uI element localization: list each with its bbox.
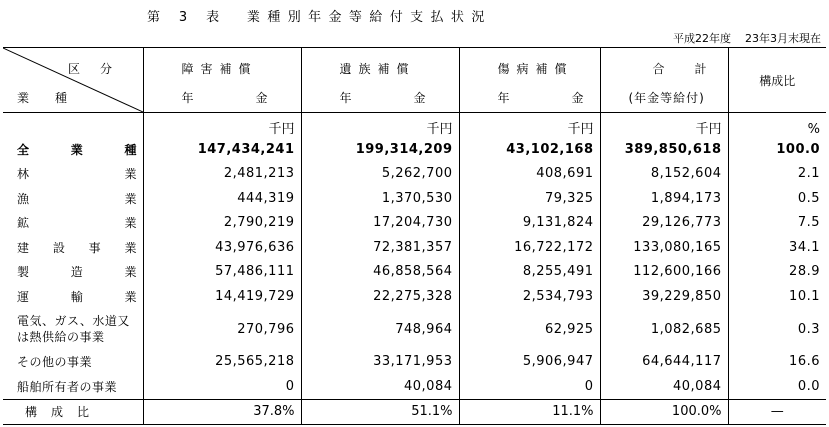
industry-char: 輸: [70, 289, 84, 304]
industry-label-text: [17, 190, 137, 207]
industry-label: [3, 137, 143, 162]
unit-row: [3, 113, 826, 138]
industry-label-text: [17, 165, 137, 182]
value-cell: 100.0: [728, 137, 826, 162]
table-row: [3, 350, 826, 375]
benefit-payment-table: [3, 47, 826, 425]
industry-label: 電気、ガス、水道又は熱供給の事業: [17, 314, 130, 344]
value-cell: 2,481,213: [143, 162, 301, 187]
value-cell: 389,850,618: [600, 137, 728, 162]
table-row: [3, 235, 826, 260]
value-cell: 133,080,165: [600, 235, 728, 260]
table-row: [3, 162, 826, 187]
col-header-survivor: 遺族補償 年 金: [301, 48, 459, 113]
industry-label-text: [17, 288, 137, 305]
industry-label-text: [17, 214, 137, 231]
industry-char: 種: [124, 142, 137, 157]
footer-cell: 37.8%: [143, 399, 301, 424]
table-row: [3, 260, 826, 285]
table-row: [3, 186, 826, 211]
value-cell: 40,084: [301, 374, 459, 399]
value-cell: 25,565,218: [143, 350, 301, 375]
industry-label-text: [17, 263, 137, 280]
value-cell: 22,275,328: [301, 284, 459, 309]
table-row: [3, 211, 826, 236]
industry-label: [3, 235, 143, 260]
value-cell: 1,370,530: [301, 186, 459, 211]
table-title: 第 3 表 業種別年金等給付支払状況: [147, 10, 492, 25]
value-cell: 444,319: [143, 186, 301, 211]
value-cell: 9,131,824: [459, 211, 600, 236]
value-cell: 62,925: [459, 309, 600, 350]
unit-cell: 千円: [143, 113, 301, 138]
industry-char: 業: [70, 142, 84, 157]
industry-label: 船舶所有者の事業: [17, 379, 118, 394]
gyoshu-label: 業種: [17, 91, 94, 105]
value-cell: 14,419,729: [143, 284, 301, 309]
value-cell: 46,858,564: [301, 260, 459, 285]
unit-cell: 千円: [301, 113, 459, 138]
value-cell: 43,976,636: [143, 235, 301, 260]
value-cell: 8,152,604: [600, 162, 728, 187]
value-cell: 29,126,773: [600, 211, 728, 236]
value-cell: 408,691: [459, 162, 600, 187]
value-cell: 0.0: [728, 374, 826, 399]
industry-char: 林: [17, 167, 30, 182]
industry-char: 建: [17, 240, 30, 255]
value-cell: 79,325: [459, 186, 600, 211]
table-row: [3, 284, 826, 309]
industry-char: 鉱: [17, 216, 30, 231]
industry-char: 業: [124, 167, 137, 182]
data-rows: [3, 137, 826, 399]
fiscal-year: 平成22年度: [673, 32, 731, 45]
value-cell: 112,600,166: [600, 260, 728, 285]
footer-cell: 100.0%: [600, 399, 728, 424]
unit-cell: 千円: [459, 113, 600, 138]
industry-char: 漁: [17, 191, 30, 206]
value-cell: 0: [459, 374, 600, 399]
value-cell: 17,204,730: [301, 211, 459, 236]
value-cell: 748,964: [301, 309, 459, 350]
industry-label: その他の事業: [17, 355, 93, 370]
value-cell: 72,381,357: [301, 235, 459, 260]
value-cell: 2,790,219: [143, 211, 301, 236]
value-cell: 16,722,172: [459, 235, 600, 260]
col-header-disability: 障害補償 年 金: [143, 48, 301, 113]
industry-char: 業: [124, 240, 137, 255]
table-row: [3, 374, 826, 399]
value-cell: 2,534,793: [459, 284, 600, 309]
value-cell: 199,314,209: [301, 137, 459, 162]
as-of-note: [673, 30, 821, 46]
footer-row: [3, 399, 826, 424]
value-cell: 10.1: [728, 284, 826, 309]
industry-char: 業: [124, 289, 137, 304]
col-header-total: 合計 (年金等給付): [600, 48, 728, 113]
value-cell: 2.1: [728, 162, 826, 187]
industry-char: 業: [124, 265, 137, 280]
header-row: [3, 48, 826, 113]
col-header-ratio: 構成比: [728, 48, 826, 113]
value-cell: 270,796: [143, 309, 301, 350]
table-row: [3, 309, 826, 350]
value-cell: 40,084: [600, 374, 728, 399]
industry-label-text: [17, 141, 137, 158]
value-cell: 5,906,947: [459, 350, 600, 375]
value-cell: 0.5: [728, 186, 826, 211]
value-cell: 57,486,111: [143, 260, 301, 285]
industry-char: 設: [52, 240, 66, 255]
industry-label: [3, 211, 143, 236]
industry-char: 全: [17, 142, 30, 157]
industry-label: [3, 284, 143, 309]
table-row: [3, 137, 826, 162]
value-cell: 7.5: [728, 211, 826, 236]
value-cell: 0: [143, 374, 301, 399]
value-cell: 16.6: [728, 350, 826, 375]
value-cell: 1,082,685: [600, 309, 728, 350]
value-cell: 64,644,117: [600, 350, 728, 375]
value-cell: 1,894,173: [600, 186, 728, 211]
as-of-date: 23年3月末現在: [745, 32, 821, 45]
value-cell: 147,434,241: [143, 137, 301, 162]
value-cell: 39,229,850: [600, 284, 728, 309]
industry-char: 業: [124, 191, 137, 206]
col-header-injury-disease: 傷病補償 年 金: [459, 48, 600, 113]
industry-label: [3, 162, 143, 187]
footer-cell: 51.1%: [301, 399, 459, 424]
value-cell: 33,171,953: [301, 350, 459, 375]
value-cell: 34.1: [728, 235, 826, 260]
footer-cell: —: [728, 399, 826, 424]
unit-cell: 千円: [600, 113, 728, 138]
industry-char: 運: [17, 289, 30, 304]
industry-char: 事: [88, 240, 102, 255]
industry-label-text: [17, 239, 137, 256]
value-cell: 0.3: [728, 309, 826, 350]
value-cell: 28.9: [728, 260, 826, 285]
industry-char: 造: [70, 265, 84, 280]
industry-char: 製: [17, 265, 30, 280]
value-cell: 43,102,168: [459, 137, 600, 162]
footer-cell: 11.1%: [459, 399, 600, 424]
industry-label: [3, 260, 143, 285]
unit-cell: %: [728, 113, 826, 138]
kubun-label: 区分: [68, 62, 133, 76]
value-cell: 5,262,700: [301, 162, 459, 187]
value-cell: 8,255,491: [459, 260, 600, 285]
footer-label: 構成比: [3, 399, 143, 424]
diagonal-header-cell: [3, 48, 143, 113]
industry-char: 業: [124, 216, 137, 231]
industry-label: [3, 186, 143, 211]
